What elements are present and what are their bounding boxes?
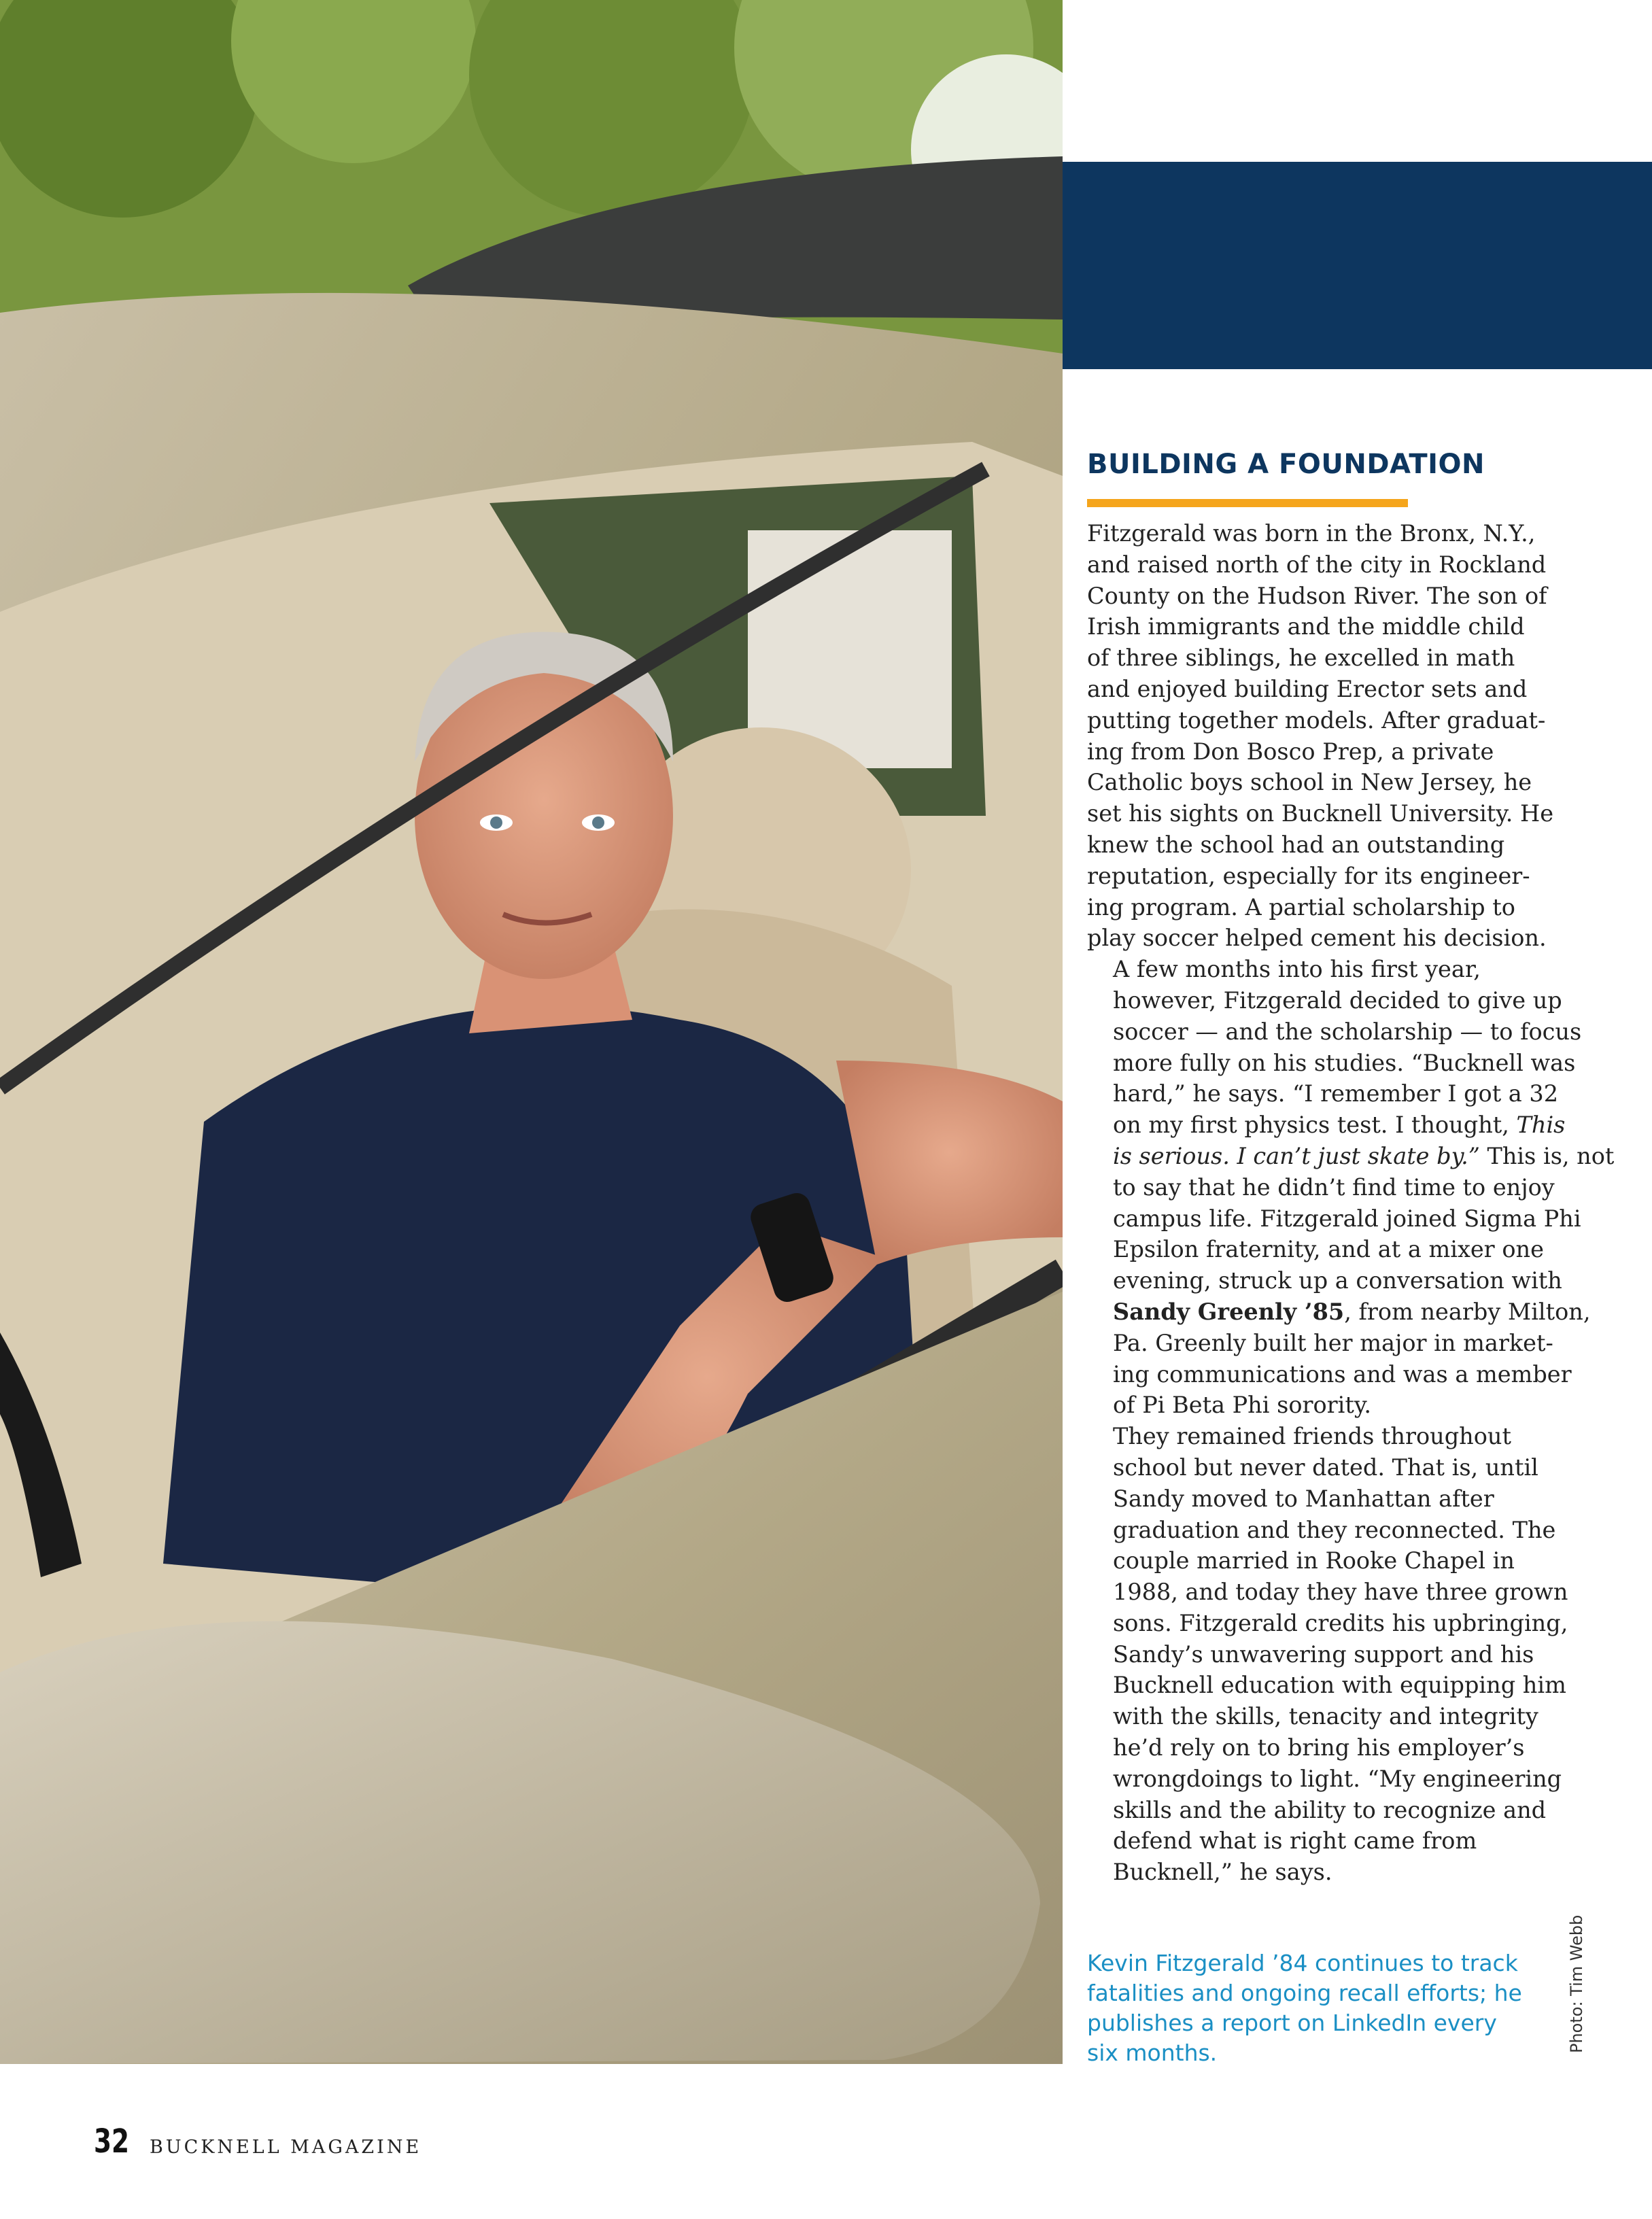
italic-quote: This [1516, 1112, 1566, 1139]
text-line: Pa. Greenly built her major in market- [1113, 1329, 1553, 1356]
text-line: graduation and they reconnected. The [1113, 1516, 1556, 1543]
text-line: Irish immigrants and the middle child [1087, 613, 1525, 640]
text-line: hard,” he says. “I remember I got a 32 [1113, 1080, 1559, 1107]
text-line: Bucknell education with equipping him [1113, 1672, 1566, 1699]
text-line: Epsilon fraternity, and at a mixer one [1113, 1236, 1544, 1263]
magazine-name: BUCKNELL MAGAZINE [150, 2137, 422, 2158]
text-line: more fully on his studies. “Bucknell was [1113, 1049, 1576, 1076]
text-run: on my first physics test. I thought, [1113, 1112, 1517, 1139]
bold-name: Sandy Greenly ’85 [1113, 1298, 1345, 1325]
text-line: skills and the ability to recognize and [1113, 1796, 1547, 1823]
caption-line: publishes a report on LinkedIn every [1087, 2010, 1497, 2036]
text-line: Sandy moved to Manhattan after [1113, 1485, 1494, 1512]
section-heading: BUILDING A FOUNDATION [1087, 449, 1485, 480]
photo-credit: Photo: Tim Webb [1567, 1914, 1586, 2053]
text-line: wrongdoings to light. “My engineering [1113, 1765, 1562, 1792]
text-line: They remained friends throughout [1113, 1423, 1511, 1450]
caption-line: six months. [1087, 2040, 1218, 2066]
heading-accent-rule [1087, 499, 1408, 507]
text-line: however, Fitzgerald decided to give up [1113, 986, 1562, 1014]
text-line: Sandy’s unwavering support and his [1113, 1640, 1534, 1668]
text-line: of Pi Beta Phi sorority. [1113, 1392, 1371, 1419]
text-line [1087, 1296, 1591, 1328]
text-line: A few months into his first year, [1113, 956, 1481, 983]
text-run: , from nearby Milton, [1344, 1298, 1591, 1325]
text-line: he’d rely on to bring his employer’s [1113, 1734, 1525, 1761]
text-line [1087, 1110, 1566, 1141]
caption-line: Kevin Fitzgerald ’84 continues to track [1087, 1950, 1518, 1976]
text-line: Fitzgerald was born in the Bronx, N.Y., [1087, 520, 1536, 547]
text-line: ing program. A partial scholarship to [1087, 893, 1515, 921]
text-line [1087, 1141, 1615, 1172]
text-line: ing from Don Bosco Prep, a private [1087, 738, 1494, 765]
text-line: defend what is right came from [1113, 1827, 1477, 1855]
text-line: set his sights on Bucknell University. He [1087, 800, 1554, 827]
text-line: school but never dated. That is, until [1113, 1453, 1538, 1481]
navy-color-block [1063, 162, 1652, 369]
text-line: to say that he didn’t find time to enjoy [1113, 1173, 1555, 1201]
italic-quote: is serious. I can’t just skate by.” [1113, 1142, 1480, 1169]
text-line: and raised north of the city in Rockland [1087, 551, 1547, 578]
text-line: evening, struck up a conversation with [1113, 1267, 1562, 1294]
caption-line: fatalities and ongoing recall efforts; he [1087, 1980, 1522, 2006]
text-line: putting together models. After graduat- [1087, 706, 1546, 734]
text-line: and enjoyed building Erector sets and [1087, 675, 1528, 702]
text-line: of three siblings, he excelled in math [1087, 644, 1515, 672]
text-line: sons. Fitzgerald credits his upbringing, [1113, 1609, 1568, 1636]
text-run: This is, not [1479, 1142, 1615, 1169]
photo-caption [1087, 1948, 1522, 2068]
text-line: ing communications and was a member [1113, 1360, 1572, 1388]
text-line: County on the Hudson River. The son of [1087, 582, 1547, 609]
text-line: Catholic boys school in New Jersey, he [1087, 769, 1532, 796]
text-line: 1988, and today they have three grown [1113, 1579, 1568, 1606]
paragraph-2 [1087, 954, 1615, 1421]
text-line: knew the school had an outstanding [1087, 831, 1505, 858]
text-line: soccer — and the scholarship — to focus [1113, 1018, 1582, 1045]
text-line: couple married in Rooke Chapel in [1113, 1547, 1515, 1575]
paragraph-1 [1087, 518, 1554, 954]
text-line: Bucknell,” he says. [1113, 1859, 1332, 1886]
text-line: campus life. Fitzgerald joined Sigma Phi [1113, 1205, 1581, 1232]
text-line: with the skills, tenacity and integrity [1113, 1703, 1538, 1730]
text-line: reputation, especially for its engineer- [1087, 862, 1530, 889]
page-number: 32 [94, 2122, 130, 2161]
text-line: play soccer helped cement his decision. [1087, 925, 1547, 952]
article-body [1087, 518, 1615, 1888]
paragraph-3 [1087, 1421, 1568, 1888]
